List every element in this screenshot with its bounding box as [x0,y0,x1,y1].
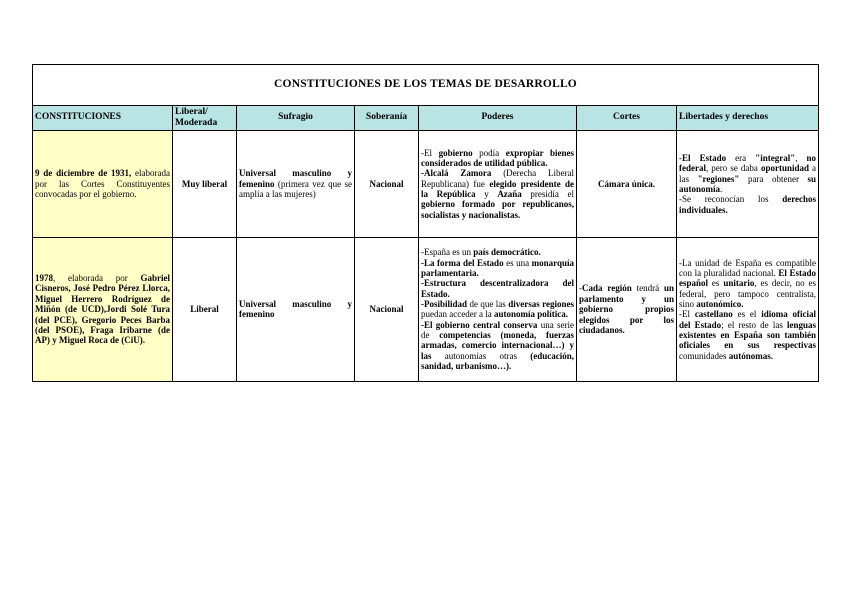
cell-line [679,258,816,310]
text-segment: El Estado [682,152,727,163]
cell-line [421,278,574,299]
text-segment: autónomas. [728,350,774,361]
libertades-cell [677,237,819,381]
sufragio-main: Universal masculino y femenino [239,168,352,189]
text-segment: -El [421,147,439,158]
text-segment: un parlamento y un gobierno propios elegidos por los ciudadanos. [579,283,674,335]
title-row [33,65,819,106]
text-segment: ; el resto de las [721,319,788,330]
text-segment: -Posibilidad [421,299,468,309]
text-segment: su autonomía [679,173,817,194]
cell-line [421,247,574,257]
text-segment: podía [472,147,506,158]
text-segment: (Derecha Liberal Republicana) fue [421,168,574,189]
table-row [33,237,819,381]
cell-line [421,299,574,320]
header-sufragio: Sufragio [237,106,355,131]
sufragio-cell [237,130,355,237]
table-title: CONSTITUCIONES DE LOS TEMAS DE DESARROLLO [33,65,819,106]
text-segment: "regiones" [697,173,740,184]
constitutions-table [32,64,819,382]
constitucion-authors: Gabriel Cisneros, José Pedro Pérez Llorca, Miguel Herrero Rodríguez de Miñón (de UCD),Jordi Solé Tura (del PCE), Gregorio Peces Barba (del PSOE), Fraga Iribarne (de AP) y Miguel Roca de (CiU). [35,273,170,346]
poderes-cell [419,130,577,237]
text-segment: castellano [694,309,733,320]
text-segment: elegido presidente de la República [421,178,574,200]
text-segment: y [475,189,498,200]
sufragio-note: (primera vez que se amplía a las mujeres) [239,178,352,200]
cell-line [679,309,816,361]
sufragio-cell [237,237,355,381]
soberania-cell: Nacional [355,130,419,237]
text-segment: lenguas existentes en España son también oficiales en sus respectivas [679,319,817,351]
text-segment: gobierno [438,147,473,158]
header-liberal: Liberal/ Moderada [173,106,237,131]
header-poderes: Poderes [419,106,577,131]
constitucion-desc: elaborada por las Cortes Constituyentes convocadas por el gobierno. [35,168,170,200]
cell-line [421,320,574,372]
text-segment: , es decir, no es federal, pero tampoco centralista, sino [679,278,817,309]
cortes-cell: Cámara única. [577,130,677,237]
text-segment: monarquía parlamentaria. [421,257,574,278]
constitucion-date: 9 de diciembre de 1931, [35,168,132,179]
header-row [33,106,819,131]
text-segment: -El [679,309,695,320]
sufragio-main: Universal masculino y femenino [239,299,352,320]
text-segment: para obtener [739,173,808,184]
header-libertades: Libertades y derechos [677,106,819,131]
text-segment: es [708,278,724,289]
soberania-cell: Nacional [355,237,419,381]
text-segment: autonómico. [696,299,744,309]
text-segment: comunidades [679,350,729,361]
header-constituciones: CONSTITUCIONES [33,106,173,131]
cell-line [421,168,574,220]
text-segment: -El gobierno central conserva [421,319,538,330]
text-segment: -La unidad de España es compatible con la pluralidad nacional. [679,257,817,278]
cell-line [679,153,816,194]
text-segment: es el [732,309,762,320]
table-row [33,130,819,237]
cortes-cell [577,237,677,381]
text-segment: a las [679,163,817,184]
text-segment: . [720,183,723,194]
text-segment: gobierno formado por republicanos, socialistas y nacionalistas. [421,199,574,220]
text-segment: de que las [467,299,509,309]
text-segment: - [679,152,682,163]
cell-line [579,283,674,335]
header-soberania: Soberanía [355,106,419,131]
text-segment: autonomías otras [431,350,531,361]
cell-line [679,194,816,215]
text-segment: -La forma del Estado [421,257,504,268]
text-segment: "integral" [755,152,796,163]
header-cortes: Cortes [577,106,677,131]
cell-line [421,148,574,169]
liberal-cell: Muy liberal [173,130,237,237]
text-segment: una serie de [421,319,575,341]
text-segment: competencias [439,330,491,341]
text-segment: idioma oficial del Estado [679,309,817,330]
text-segment: autonomía política. [493,309,568,320]
text-segment: unitario [723,278,755,289]
text-segment: -Alcalá Zamora [421,168,492,179]
text-segment: puedan acceder a la [421,309,494,320]
text-segment: , pero se daba [706,163,761,174]
text-segment: derechos individuales. [679,194,817,215]
text-segment: , [795,152,807,163]
text-segment: diversas regiones [508,299,574,309]
text-segment: -España es un [421,247,474,258]
text-segment [491,330,501,340]
text-segment: presidía el [521,189,574,200]
text-segment: (educación, sanidad, urbanismo…). [421,350,574,372]
text-segment: tendrá [631,283,664,294]
liberal-cell: Liberal [173,237,237,381]
text-segment: expropiar bienes considerados de utilidad pública. [421,147,574,168]
text-segment: era [726,152,756,163]
text-segment: Azaña [497,189,522,200]
text-segment: es una [503,257,532,268]
constitucion-1931-cell [33,130,173,237]
text-segment: -Se reconocían los [679,194,783,205]
poderes-cell [419,237,577,381]
cell-line [421,258,574,279]
constitucion-desc: , elaborada por [53,273,141,284]
text-segment: oportunidad [760,163,809,174]
text-segment: El Estado español [679,267,817,289]
text-segment: Cada región [582,283,632,294]
text-segment: país democrático. [473,247,541,258]
text-segment: - [579,283,582,294]
constitucion-1978-cell [33,237,173,381]
text-segment: -Estructura descentralizadora del Estado. [421,278,574,299]
libertades-cell [677,130,819,237]
constitucion-year: 1978 [35,273,53,284]
text-segment: (moneda, fuerzas armadas, comercio internacional…) y las [421,330,574,361]
text-segment: no federal [679,152,817,174]
